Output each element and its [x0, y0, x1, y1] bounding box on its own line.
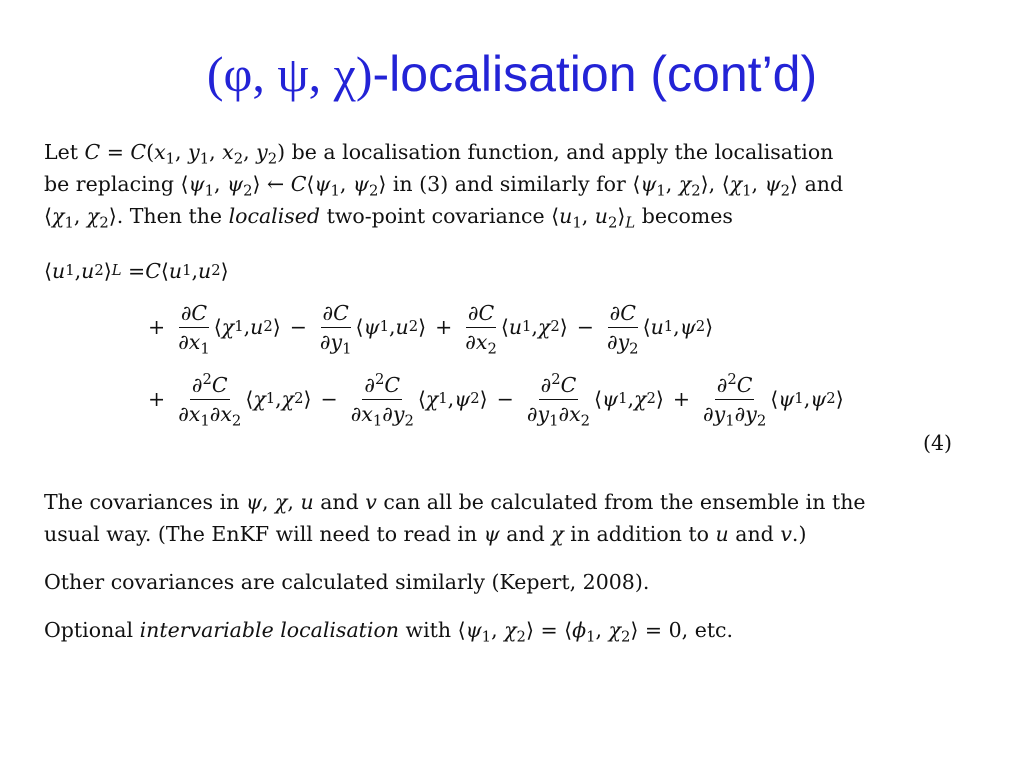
fraction: $\frac{\partial^2C}{\partial y_1\partial x_2}$	[526, 370, 591, 429]
equation-first-order-line: + $\frac{\partial C}{\partial x_1}$ ⟨ χ 1 , u 2 ⟩ − $\frac{\partial C}{\partial y_1}$ ⟨ ψ 1 , u 2 ⟩ + $\frac{\partial C}{\partial x_2}$ ⟨ u 1 , χ 2 ⟩ − $\frac{\partial C}{\partial y_2}$ ⟨ u 1 , ψ 2 ⟩	[148, 300, 714, 357]
para-emphasis: intervariable localisation	[139, 618, 400, 642]
para-text: The covariances in	[44, 490, 246, 514]
intro-text: and	[798, 172, 844, 196]
intro-text: Let	[44, 140, 85, 164]
fraction: $\frac{\partial C}{\partial y_2}$	[606, 300, 639, 357]
fraction: $\frac{\partial^2C}{\partial y_1\partial y_2}$	[703, 370, 767, 429]
fraction: $\frac{\partial C}{\partial x_1}$	[178, 300, 210, 357]
covariances-paragraph	[44, 486, 974, 550]
intro-text: becomes	[635, 204, 733, 228]
intro-emphasis: localised	[228, 204, 321, 228]
intro-text: in (3) and similarly for	[386, 172, 633, 196]
other-covariances-paragraph: Other covariances are calculated similarly (Kepert, 2008).	[44, 570, 650, 594]
covariances-line-2: usual way. (The EnKF will need to read in ψ and χ in addition to u and v.)	[44, 522, 807, 546]
fraction: $\frac{\partial C}{\partial y_1}$	[319, 300, 352, 357]
fraction: $\frac{\partial^2C}{\partial x_1\partial x_2}$	[178, 370, 242, 429]
intro-text: two-point covariance	[320, 204, 552, 228]
intro-text: be a localisation function, and apply the localisation	[285, 140, 834, 164]
slide-title	[0, 40, 1024, 108]
intro-text: . Then the	[116, 204, 229, 228]
intro-paragraph	[44, 136, 964, 232]
para-text: Optional	[44, 618, 140, 642]
para-text: .)	[791, 522, 807, 546]
intro-text: be replacing	[44, 172, 181, 196]
para-text: usual way. (The EnKF will need to read in	[44, 522, 484, 546]
fraction: $\frac{\partial^2C}{\partial x_1\partial y_2}$	[350, 370, 414, 429]
intro-line-1: Let $C = C(x_1$, $y_1$, $x_2$, $y_2$) be a localisation function, and apply the localisation	[44, 140, 834, 168]
para-text: , etc.	[681, 618, 734, 642]
equation-number: (4)	[922, 431, 952, 455]
intro-line-3: $⟨\chi_1$, $\chi_2⟩$. Then the localised two-point covariance $⟨u_1$, $u_2⟩_L$ becomes	[44, 204, 733, 232]
equation-second-order-line: + $\frac{\partial^2C}{\partial x_1\partial x_2}$ ⟨ χ 1 , χ 2 ⟩ − $\frac{\partial^2C}{\partial x_1\partial y_2}$ ⟨ χ 1 , ψ 2 ⟩ − $\frac{\partial^2C}{\partial y_1\partial x_2}$ ⟨ ψ 1 , χ 2 ⟩ + $\frac{\partial^2C}{\partial y_1\partial y_2}$ ⟨ ψ 1 , ψ 2 ⟩	[148, 370, 844, 429]
slide-title-greek: (φ, ψ, χ)	[206, 46, 373, 102]
slide-title-rest: -localisation (cont’d)	[372, 46, 818, 102]
covariances-line-1: The covariances in ψ, χ, u and v can all be calculated from the ensemble in the	[44, 490, 866, 514]
fraction: $\frac{\partial C}{\partial x_2}$	[465, 300, 497, 357]
intervariable-paragraph: Optional intervariable localisation with $⟨\psi_1$, $\chi_2⟩$ = $⟨\phi_1$, $\chi_2⟩ = 0$, etc.	[44, 618, 734, 646]
intro-line-2: be replacing $⟨\psi_1$, $\psi_2⟩$ ← $C⟨\psi_1$, $\psi_2⟩$ in (3) and similarly for $⟨\psi_1$, $\chi_2⟩$, $⟨\chi_1$, $\psi_2⟩$ and	[44, 172, 844, 200]
para-text: in addition to	[563, 522, 716, 546]
para-text: can all be calculated from the ensemble in the	[376, 490, 866, 514]
equation-lhs-line: ⟨ u 1 , u 2 ⟩ L = C ⟨ u 1 , u 2 ⟩	[44, 259, 229, 283]
para-text: with	[399, 618, 458, 642]
